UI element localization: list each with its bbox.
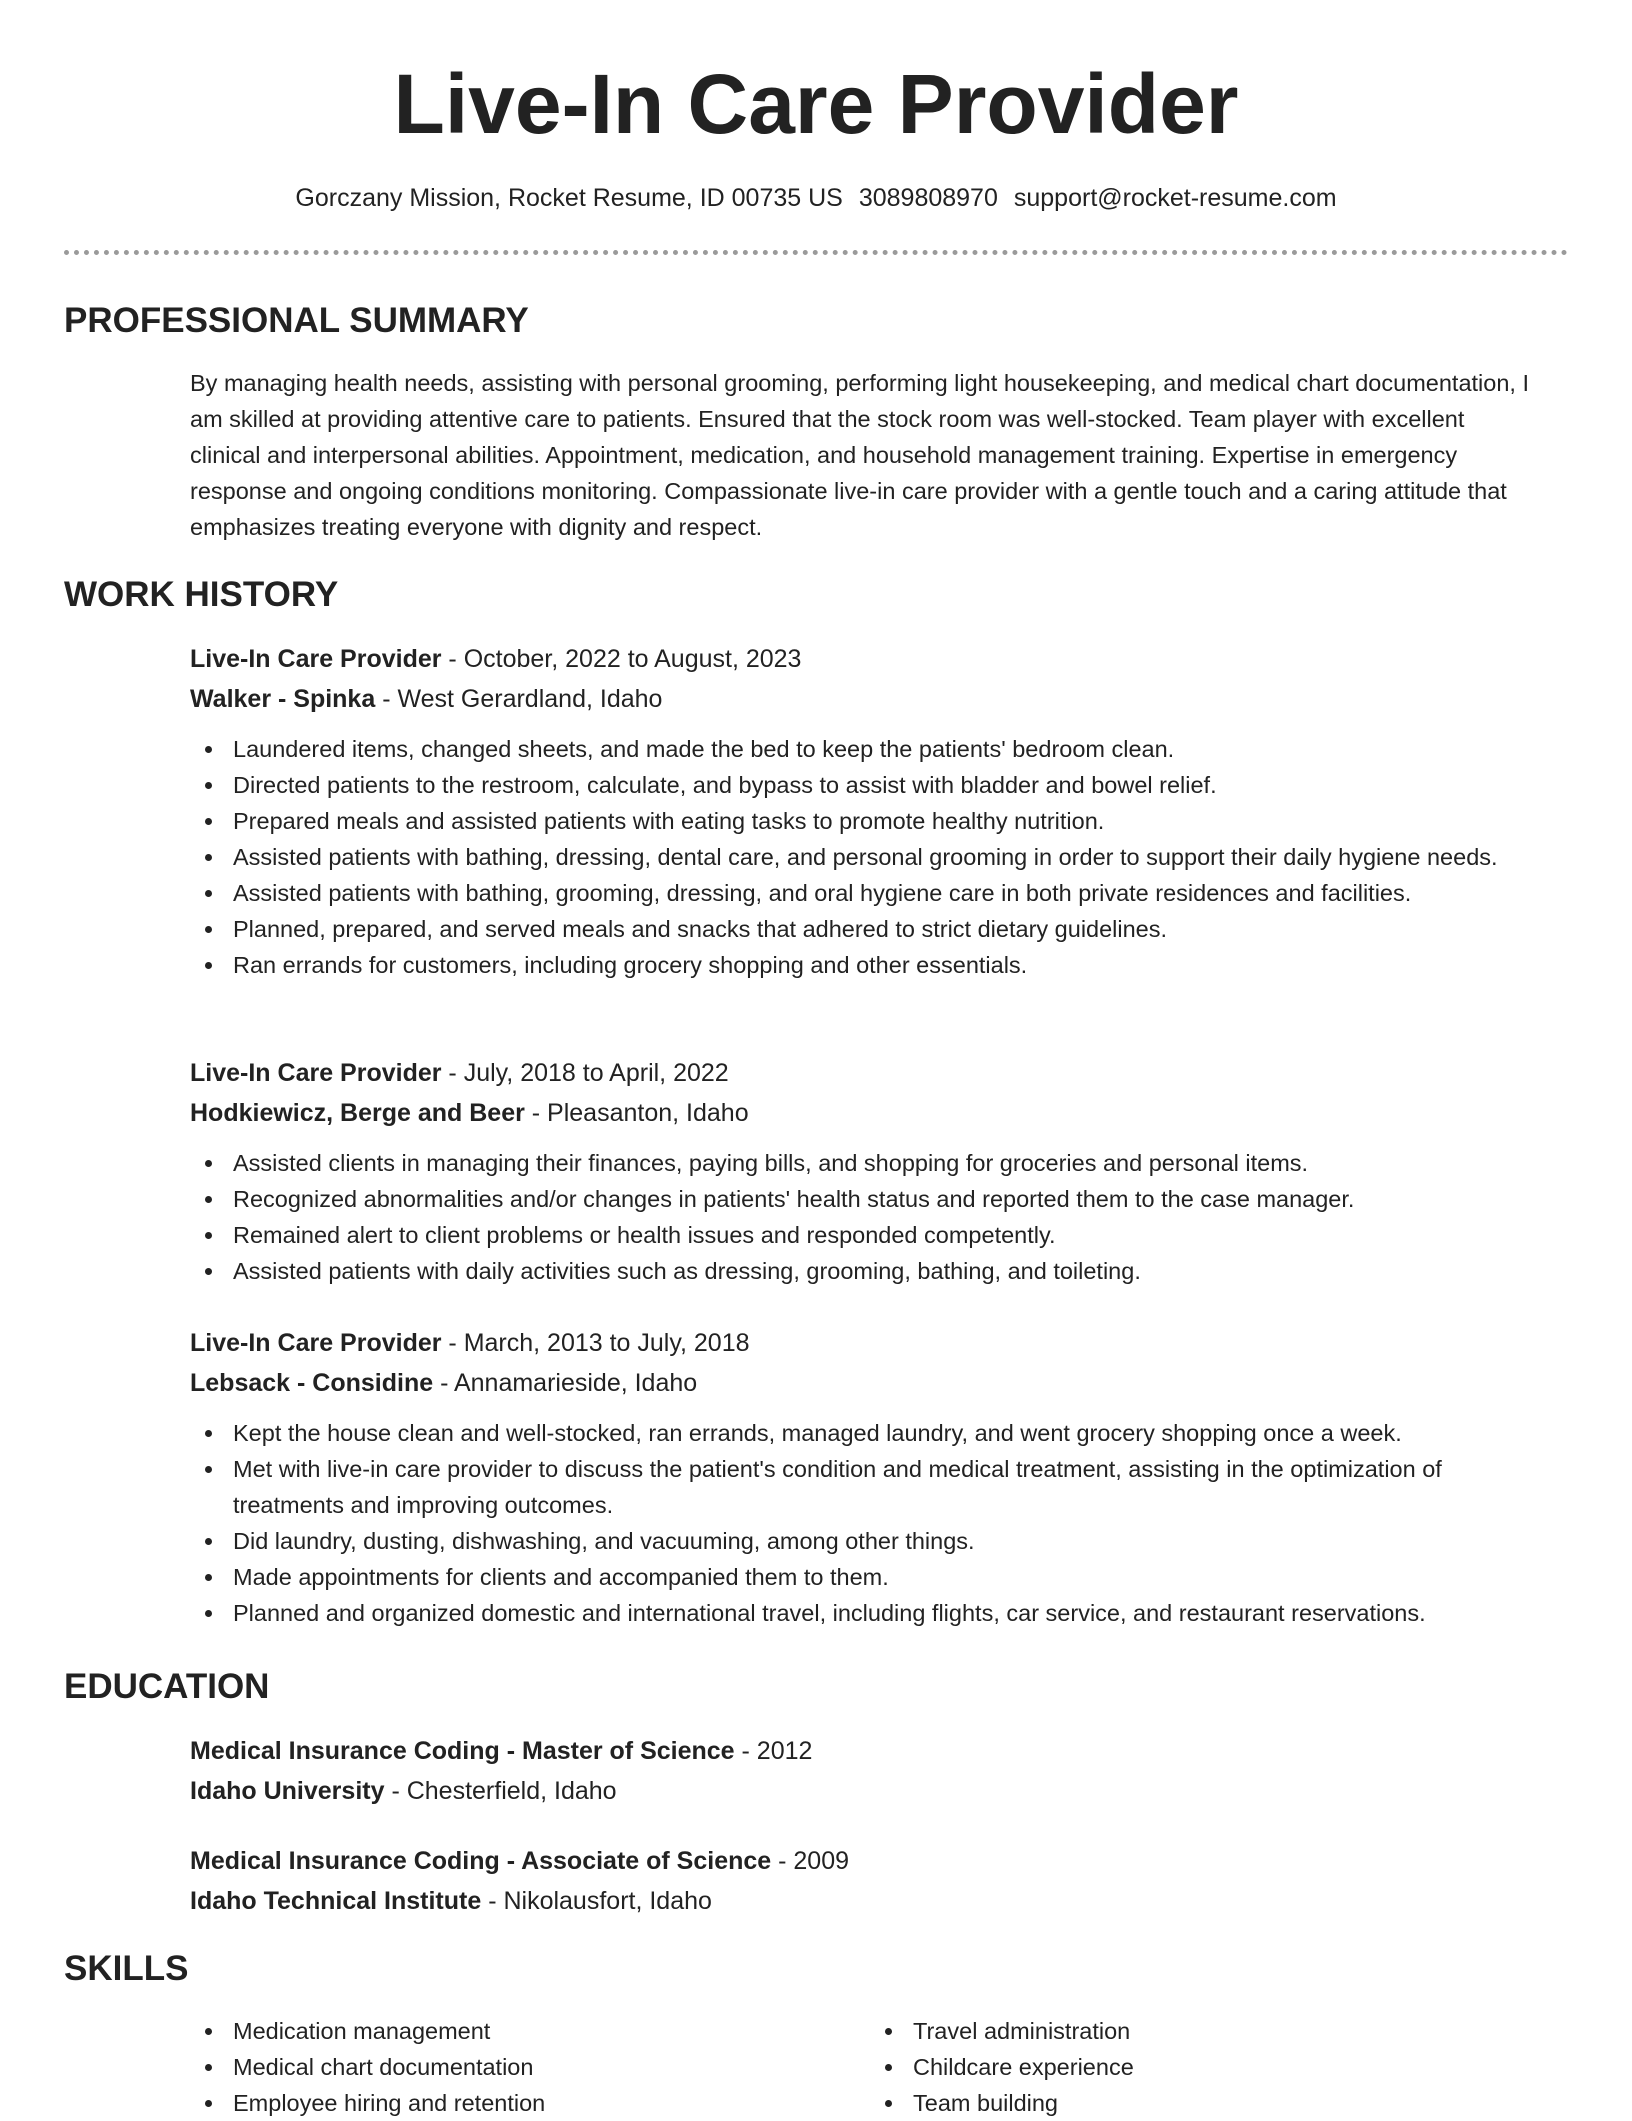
skill-text: Medical chart documentation <box>233 2054 534 2080</box>
skill-text: Medication management <box>233 2018 491 2044</box>
education-entry <box>190 1841 1550 1921</box>
education-year: - 2012 <box>734 1737 813 1765</box>
list-item-text: Did laundry, dusting, dishwashing, and vacuuming, among other things. <box>233 1528 975 1554</box>
skill-text: Childcare experience <box>913 2054 1134 2080</box>
job-dates: - July, 2018 to April, 2022 <box>441 1059 729 1087</box>
bullet-icon <box>205 1430 212 1437</box>
list-item <box>190 947 1550 983</box>
job-title: Live-In Care Provider <box>190 1329 442 1357</box>
education-location: - Chesterfield, Idaho <box>384 1777 617 1805</box>
bullet-icon <box>205 1466 212 1473</box>
education-year: - 2009 <box>771 1847 850 1875</box>
education-degree: Medical Insurance Coding - Master of Science <box>190 1737 735 1765</box>
list-item-text: Met with live-in care provider to discuss the patient's condition and medical treatment, assisting in the optimization of treatments and improving outcomes. <box>233 1456 1442 1518</box>
bullet-icon <box>205 1610 212 1617</box>
list-item <box>190 731 1550 767</box>
bullet-icon <box>205 1538 212 1545</box>
bullet-icon <box>205 2028 212 2035</box>
bullet-icon <box>885 2064 892 2071</box>
list-item-text: Recognized abnormalities and/or changes in patients' health status and reported them to the case manager. <box>233 1186 1355 1212</box>
job-location: - Pleasanton, Idaho <box>524 1099 749 1127</box>
skills-column-right <box>870 2013 1470 2121</box>
education-school: Idaho University <box>190 1777 385 1805</box>
list-item <box>870 2049 1470 2085</box>
list-item <box>190 1523 1550 1559</box>
bullet-icon <box>205 818 212 825</box>
education-school-line <box>190 1771 1550 1811</box>
list-item-text: Planned and organized domestic and international travel, including flights, car service, and restaurant reservations. <box>233 1600 1426 1626</box>
section-title-summary: PROFESSIONAL SUMMARY <box>64 301 529 340</box>
section-title-skills: SKILLS <box>64 1949 189 1988</box>
skills-list <box>190 2013 790 2121</box>
bullet-icon <box>205 1196 212 1203</box>
contact-address: Gorczany Mission, Rocket Resume, ID 00735 US <box>295 184 843 212</box>
list-item-text: Made appointments for clients and accompanied them to them. <box>233 1564 889 1590</box>
list-item-text: Assisted clients in managing their finances, paying bills, and shopping for groceries and personal items. <box>233 1150 1309 1176</box>
bullet-icon <box>205 2100 212 2107</box>
contact-line <box>0 180 1632 216</box>
list-item <box>190 1181 1550 1217</box>
job-title-line <box>190 1053 1550 1093</box>
section-title-work-history: WORK HISTORY <box>64 575 339 614</box>
bullet-icon <box>885 2028 892 2035</box>
candidate-name: Live-In Care Provider <box>393 57 1239 151</box>
list-item-text: Laundered items, changed sheets, and made the bed to keep the patients' bedroom clean. <box>233 736 1175 762</box>
job-entry <box>190 639 1550 983</box>
job-company-line <box>190 679 1550 719</box>
job-company-line <box>190 1363 1550 1403</box>
list-item-text: Prepared meals and assisted patients with eating tasks to promote healthy nutrition. <box>233 808 1105 834</box>
list-item-text: Ran errands for customers, including grocery shopping and other essentials. <box>233 952 1028 978</box>
contact-email: support@rocket-resume.com <box>1013 184 1337 212</box>
job-bullet-list <box>190 1415 1550 1631</box>
education-degree-line <box>190 1841 1550 1881</box>
job-dates: - October, 2022 to August, 2023 <box>441 645 802 673</box>
skills-column-left <box>190 2013 790 2121</box>
job-bullet-list <box>190 1145 1550 1289</box>
list-item <box>190 1595 1550 1631</box>
job-company: Lebsack - Considine <box>190 1369 434 1397</box>
education-degree: Medical Insurance Coding - Associate of Science <box>190 1847 772 1875</box>
list-item <box>870 2013 1470 2049</box>
bullet-icon <box>205 1160 212 1167</box>
list-item-text: Assisted patients with bathing, dressing, dental care, and personal grooming in order to support their daily hygiene needs. <box>233 844 1498 870</box>
list-item <box>190 2085 790 2121</box>
job-company: Walker - Spinka <box>190 685 376 713</box>
list-item <box>870 2085 1470 2121</box>
bullet-icon <box>205 1574 212 1581</box>
list-item <box>190 2049 790 2085</box>
job-dates: - March, 2013 to July, 2018 <box>441 1329 750 1357</box>
bullet-icon <box>205 926 212 933</box>
skill-text: Team building <box>913 2090 1059 2116</box>
job-title-line <box>190 1323 1550 1363</box>
list-item <box>190 1253 1550 1289</box>
job-entry <box>190 1053 1550 1289</box>
summary-text: By managing health needs, assisting with personal grooming, performing light housekeeping, and medical chart documentation, I am skilled at providing attentive care to patients. Ensured that the stock room was well-stocked. Team player with excellent clinical and interpersonal abilities. Appointment, medication, and household management training. Expertise in emergency response and ongoing conditions monitoring. Compassionate live-in care provider with a gentle touch and a caring attitude that emphasizes treating everyone with dignity and respect. <box>190 370 1529 540</box>
job-title: Live-In Care Provider <box>190 1059 442 1087</box>
bullet-icon <box>205 2064 212 2071</box>
job-company-line <box>190 1093 1550 1133</box>
bullet-icon <box>205 746 212 753</box>
bullet-icon <box>205 1268 212 1275</box>
contact-phone: 3089808970 <box>858 184 998 212</box>
bullet-icon <box>885 2100 892 2107</box>
list-item-text: Assisted patients with bathing, grooming, dressing, and oral hygiene care in both private residences and facilities. <box>233 880 1412 906</box>
job-title: Live-In Care Provider <box>190 645 442 673</box>
job-bullet-list <box>190 731 1550 983</box>
job-title-line <box>190 639 1550 679</box>
education-school: Idaho Technical Institute <box>190 1887 482 1915</box>
list-item-text: Planned, prepared, and served meals and snacks that adhered to strict dietary guidelines. <box>233 916 1168 942</box>
header-divider <box>64 250 1568 255</box>
list-item-text: Remained alert to client problems or health issues and responded competently. <box>233 1222 1056 1248</box>
list-item <box>190 803 1550 839</box>
list-item <box>190 1415 1550 1451</box>
job-location: - Annamarieside, Idaho <box>433 1369 698 1397</box>
list-item-text: Directed patients to the restroom, calculate, and bypass to assist with bladder and bowel relief. <box>233 772 1217 798</box>
list-item-text: Assisted patients with daily activities such as dressing, grooming, bathing, and toileting. <box>233 1258 1141 1284</box>
list-item <box>190 1559 1550 1595</box>
bullet-icon <box>205 1232 212 1239</box>
education-degree-line <box>190 1731 1550 1771</box>
job-location: - West Gerardland, Idaho <box>375 685 663 713</box>
list-item <box>190 767 1550 803</box>
job-entry <box>190 1323 1550 1631</box>
job-company: Hodkiewicz, Berge and Beer <box>190 1099 525 1127</box>
section-title-education: EDUCATION <box>64 1667 270 1706</box>
list-item <box>190 1145 1550 1181</box>
skill-text: Travel administration <box>913 2018 1131 2044</box>
education-entry <box>190 1731 1550 1811</box>
education-location: - Nikolausfort, Idaho <box>481 1887 712 1915</box>
skills-list <box>870 2013 1470 2121</box>
list-item-text: Kept the house clean and well-stocked, ran errands, managed laundry, and went grocery shopping once a week. <box>233 1420 1402 1446</box>
list-item <box>190 1217 1550 1253</box>
education-school-line <box>190 1881 1550 1921</box>
list-item <box>190 1451 1550 1523</box>
skill-text: Employee hiring and retention <box>233 2090 546 2116</box>
bullet-icon <box>205 962 212 969</box>
list-item <box>190 911 1550 947</box>
bullet-icon <box>205 854 212 861</box>
list-item <box>190 839 1550 875</box>
bullet-icon <box>205 890 212 897</box>
bullet-icon <box>205 782 212 789</box>
list-item <box>190 875 1550 911</box>
list-item <box>190 2013 790 2049</box>
